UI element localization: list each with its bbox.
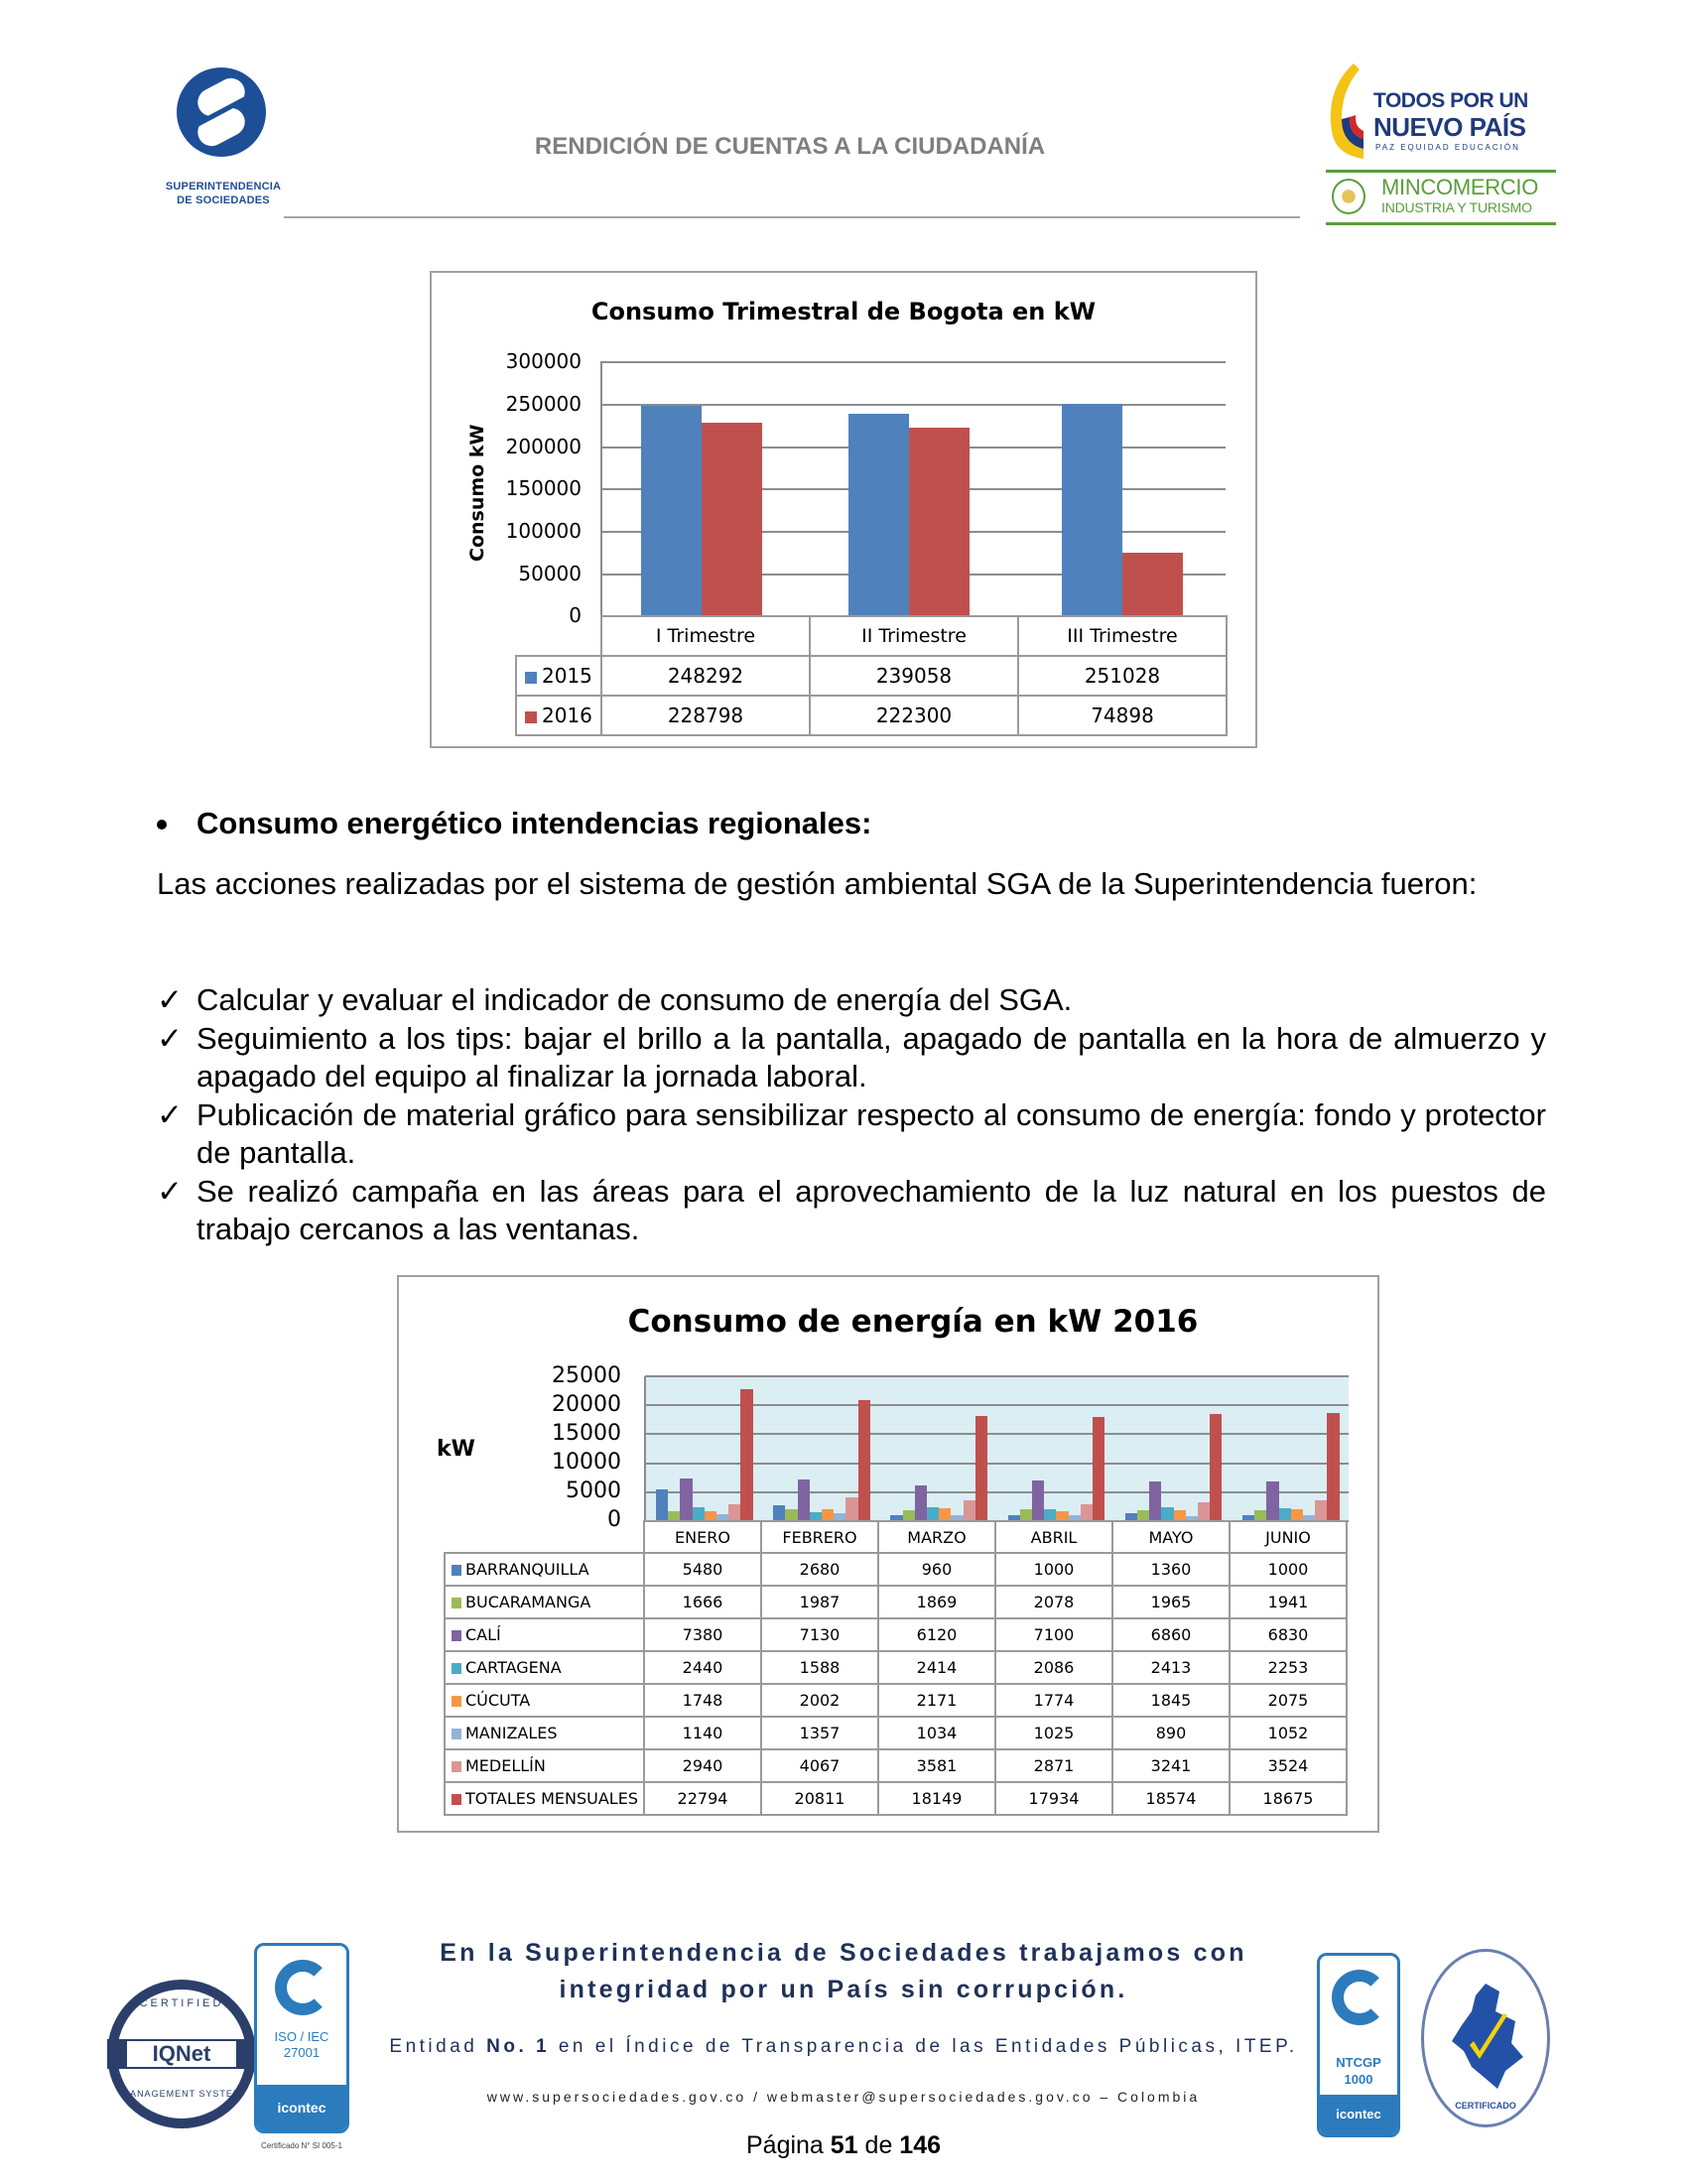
checklist-item: ✓ Seguimiento a los tips: bajar el brillo a la pantalla, apagado de pantalla en la hora de almuerzo y apagado del equipo al finalizar la jornada laboral. <box>157 1020 1546 1093</box>
bar-2016 <box>909 428 970 616</box>
table-cell: 3241 <box>1112 1749 1230 1782</box>
bar-totales-mensuales <box>1093 1417 1104 1521</box>
table-cell: 1987 <box>761 1586 878 1618</box>
legend-swatch-icon <box>452 1794 461 1805</box>
bar-totales-mensuales <box>740 1389 752 1521</box>
y-tick: 25000 <box>552 1363 621 1388</box>
bar-2016 <box>702 423 762 616</box>
chart1-data-table <box>515 615 1228 736</box>
chart2-table-body <box>445 1553 1347 1815</box>
bar-cartagena <box>1279 1508 1291 1521</box>
table-cell: 1588 <box>761 1651 878 1684</box>
logo-todos-line2: NUEVO PAÍS <box>1373 112 1526 142</box>
table-cell: 1000 <box>995 1553 1112 1586</box>
legend-2015: 2015 <box>516 656 601 696</box>
header-divider <box>284 216 1300 218</box>
bar-calí <box>680 1478 692 1521</box>
footer-itep: Entidad No. 1 en el Índice de Transparencia de las Entidades Públicas, ITEP. <box>389 2036 1298 2057</box>
logo-todos-line1: TODOS POR UN <box>1373 89 1528 112</box>
table-row <box>445 1782 1347 1815</box>
table-cell: 2940 <box>644 1749 761 1782</box>
bar-calí <box>915 1485 927 1521</box>
bar-calí <box>1149 1481 1161 1521</box>
table-cell: 1869 <box>878 1586 995 1618</box>
table-cell: 248292 <box>601 656 810 696</box>
table-cell: 3581 <box>878 1749 995 1782</box>
ntcgp-1000-badge-icon: NTCGP 1000 icontec <box>1317 1953 1400 2137</box>
checkmark-icon: ✓ <box>157 982 183 1017</box>
category-header: I Trimestre <box>601 616 810 656</box>
table-cell: 228798 <box>601 696 810 735</box>
checkmark-icon: ✓ <box>157 1020 183 1056</box>
bar-2016 <box>1122 553 1183 616</box>
checkmark-icon: ✓ <box>157 1096 183 1132</box>
table-cell: 2086 <box>995 1651 1112 1684</box>
legend-label: CARTAGENA <box>445 1651 644 1684</box>
category-header: MARZO <box>878 1521 995 1553</box>
legend-2016: 2016 <box>516 696 601 735</box>
table-cell: 2680 <box>761 1553 878 1586</box>
legend-swatch-icon <box>452 1696 461 1707</box>
chart1-title: Consumo Trimestral de Bogota en kW <box>590 298 1097 325</box>
table-cell: 2075 <box>1230 1684 1347 1717</box>
bar-cartagena <box>693 1507 705 1521</box>
table-cell: 1357 <box>761 1717 878 1749</box>
table-cell: 7380 <box>644 1618 761 1651</box>
table-cell: 20811 <box>761 1782 878 1815</box>
table-cell: 74898 <box>1018 696 1227 735</box>
bar-barranquilla <box>656 1489 668 1521</box>
table-cell: 1000 <box>1230 1553 1347 1586</box>
legend-label: BARRANQUILLA <box>445 1553 644 1586</box>
table-cell: 239058 <box>810 656 1018 696</box>
logo-text-line1: SUPERINTENDENCIA <box>165 181 282 193</box>
icontec-c-icon <box>275 1960 330 2015</box>
bar-2015 <box>641 406 702 616</box>
table-row <box>445 1651 1347 1684</box>
table-cell: 2078 <box>995 1586 1112 1618</box>
table-cell: 1774 <box>995 1684 1112 1717</box>
table-row <box>445 1586 1347 1618</box>
checklist-item: ✓ Calcular y evaluar el indicador de consumo de energía del SGA. <box>157 981 1546 1020</box>
legend-swatch-icon <box>452 1663 461 1674</box>
intro-paragraph: Las acciones realizadas por el sistema de gestión ambiental SGA de la Superintendencia fueron: <box>157 866 1478 901</box>
bar-medellín <box>845 1497 857 1521</box>
mincomercio-line2: INDUSTRIA Y TURISMO <box>1381 199 1532 215</box>
category-header: FEBRERO <box>761 1521 878 1553</box>
legend-label: CÚCUTA <box>445 1684 644 1717</box>
y-tick: 15000 <box>552 1421 621 1446</box>
iso-27001-badge-icon: ISO / IEC 27001 icontec <box>254 1943 349 2133</box>
table-cell: 1941 <box>1230 1586 1347 1618</box>
table-cell: 7130 <box>761 1618 878 1651</box>
y-tick: 50000 <box>518 562 582 585</box>
chart2-data-table <box>444 1520 1348 1816</box>
table-cell: 1025 <box>995 1717 1112 1749</box>
bar-totales-mensuales <box>1327 1413 1339 1521</box>
chart2-title: Consumo de energía en kW 2016 <box>627 1304 1199 1340</box>
y-axis-line <box>644 1376 646 1522</box>
bar-totales-mensuales <box>858 1400 870 1521</box>
table-cell: 2440 <box>644 1651 761 1684</box>
bar-medellín <box>964 1500 975 1521</box>
table-cell: 251028 <box>1018 656 1227 696</box>
table-cell: 890 <box>1112 1717 1230 1749</box>
gridline <box>600 361 1226 363</box>
bar-totales-mensuales <box>1210 1414 1222 1521</box>
y-tick: 10000 <box>552 1450 621 1475</box>
table-row <box>445 1684 1347 1717</box>
bar-totales-mensuales <box>975 1416 987 1521</box>
table-cell: 6830 <box>1230 1618 1347 1651</box>
gestion-calidad-seal-icon: CERTIFICADO <box>1421 1949 1550 2127</box>
legend-swatch-icon <box>452 1630 461 1641</box>
legend-swatch-icon <box>452 1761 461 1772</box>
bar-2015 <box>1062 404 1122 616</box>
table-cell: 2871 <box>995 1749 1112 1782</box>
legend-label: TOTALES MENSUALES <box>445 1782 644 1815</box>
table-row <box>445 1717 1347 1749</box>
mincomercio-line1: MINCOMERCIO <box>1381 175 1539 199</box>
iqnet-bottom-text: MANAGEMENT SYSTEM <box>121 2089 242 2099</box>
colombia-map-icon <box>1446 1982 1529 2091</box>
y-tick: 0 <box>569 603 582 627</box>
legend-swatch-icon <box>525 711 537 723</box>
y-axis-line <box>600 362 602 656</box>
legend-label: MANIZALES <box>445 1717 644 1749</box>
table-cell: 18574 <box>1112 1782 1230 1815</box>
bar-medellín <box>1081 1504 1093 1521</box>
legend-swatch-icon <box>452 1598 461 1608</box>
table-cell: 960 <box>878 1553 995 1586</box>
bullet-icon <box>157 820 167 830</box>
iqnet-certified-badge-icon <box>107 1980 256 2128</box>
y-tick: 200000 <box>505 435 582 458</box>
legend-label: MEDELLÍN <box>445 1749 644 1782</box>
page-number: Página 51 de 146 <box>745 2131 942 2159</box>
gridline <box>645 1375 1349 1377</box>
table-row <box>445 1749 1347 1782</box>
y-tick: 100000 <box>505 519 582 543</box>
checkmark-icon: ✓ <box>157 1173 183 1209</box>
category-header: ABRIL <box>995 1521 1112 1553</box>
bar-medellín <box>728 1504 740 1521</box>
logo-text-line2: DE SOCIEDADES <box>177 194 270 206</box>
bar-calí <box>1266 1481 1278 1521</box>
page-title: RENDICIÓN DE CUENTAS A LA CIUDADANÍA <box>534 133 1046 160</box>
legend-swatch-icon <box>525 672 537 684</box>
table-row <box>445 1553 1347 1586</box>
table-cell: 3524 <box>1230 1749 1347 1782</box>
table-cell: 1666 <box>644 1586 761 1618</box>
coat-of-arms-icon <box>1332 179 1365 214</box>
footer-slogan-line1: En la Superintendencia de Sociedades trabajamos con <box>440 1939 1247 1967</box>
table-cell: 18149 <box>878 1782 995 1815</box>
table-cell: 4067 <box>761 1749 878 1782</box>
table-cell: 22794 <box>644 1782 761 1815</box>
category-header: II Trimestre <box>810 616 1018 656</box>
bar-cartagena <box>1161 1507 1173 1521</box>
bar-calí <box>1032 1480 1044 1521</box>
table-cell: 2002 <box>761 1684 878 1717</box>
table-cell: 222300 <box>810 696 1018 735</box>
y-tick: 5000 <box>566 1478 621 1503</box>
iqnet-top-text: CERTIFIED <box>139 1997 224 2009</box>
category-header: MAYO <box>1112 1521 1230 1553</box>
icontec-c-icon <box>1332 1970 1387 2025</box>
legend-label: CALÍ <box>445 1618 644 1651</box>
checklist-item: ✓ Publicación de material gráfico para sensibilizar respecto al consumo de energía: fondo y protector de pantalla. <box>157 1096 1546 1170</box>
y-tick: 250000 <box>505 392 582 416</box>
table-cell: 2171 <box>878 1684 995 1717</box>
mincomercio-logo <box>1326 170 1556 225</box>
table-cell: 6120 <box>878 1618 995 1651</box>
bar-calí <box>798 1479 810 1521</box>
footer-contact: www.supersociedades.gov.co / webmaster@supersociedades.gov.co – Colombia <box>486 2089 1201 2105</box>
chart2-y-axis-label: kW <box>437 1437 475 1462</box>
legend-swatch-icon <box>452 1729 461 1739</box>
table-cell: 1034 <box>878 1717 995 1749</box>
category-header: III Trimestre <box>1018 616 1227 656</box>
table-cell: 6860 <box>1112 1618 1230 1651</box>
category-header: JUNIO <box>1230 1521 1347 1553</box>
iqnet-label: IQNet <box>127 2041 236 2067</box>
y-tick: 300000 <box>505 349 582 373</box>
y-tick: 0 <box>607 1507 621 1532</box>
bar-2015 <box>848 414 909 616</box>
table-cell: 17934 <box>995 1782 1112 1815</box>
logo-todos-line3: PAZ EQUIDAD EDUCACIÓN <box>1375 143 1520 152</box>
table-cell: 1360 <box>1112 1553 1230 1586</box>
table-cell: 1965 <box>1112 1586 1230 1618</box>
supersociedades-logo-icon <box>177 67 266 157</box>
todos-por-un-nuevo-pais-logo <box>1324 62 1558 161</box>
table-cell: 5480 <box>644 1553 761 1586</box>
table-cell: 1052 <box>1230 1717 1347 1749</box>
table-cell: 2414 <box>878 1651 995 1684</box>
checklist-item: ✓ Se realizó campaña en las áreas para el aprovechamiento de la luz natural en los puestos de trabajo cercanos a las ventanas. <box>157 1173 1546 1246</box>
category-header: ENERO <box>644 1521 761 1553</box>
table-cell: 1845 <box>1112 1684 1230 1717</box>
bar-medellín <box>1198 1502 1210 1521</box>
table-cell: 2253 <box>1230 1651 1347 1684</box>
bar-barranquilla <box>773 1505 785 1521</box>
footer-slogan-line2: integridad por un País sin corrupción. <box>559 1976 1128 2003</box>
table-row <box>445 1618 1347 1651</box>
table-cell: 18675 <box>1230 1782 1347 1815</box>
table-cell: 2413 <box>1112 1651 1230 1684</box>
bar-medellín <box>1315 1500 1327 1521</box>
y-tick: 150000 <box>505 476 582 500</box>
colombia-ribbon-icon <box>1324 62 1367 161</box>
actions-checklist <box>157 981 1546 1249</box>
legend-swatch-icon <box>452 1565 461 1576</box>
table-cell: 7100 <box>995 1618 1112 1651</box>
bar-cartagena <box>927 1507 939 1521</box>
certificate-number: Certificado N° SI 005-1 <box>261 2141 342 2150</box>
table-cell: 1140 <box>644 1717 761 1749</box>
table-cell: 1748 <box>644 1684 761 1717</box>
y-tick: 20000 <box>552 1392 621 1417</box>
legend-label: BUCARAMANGA <box>445 1586 644 1618</box>
